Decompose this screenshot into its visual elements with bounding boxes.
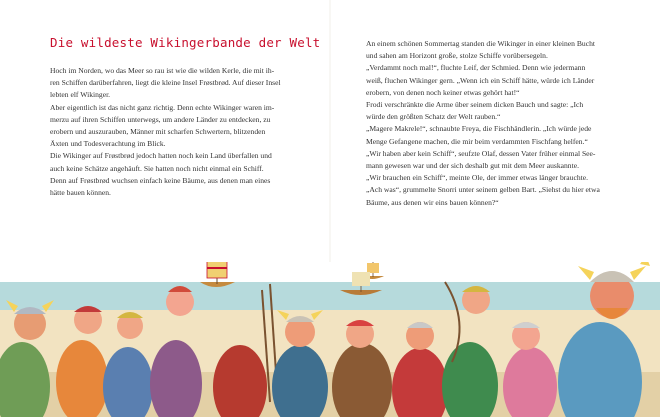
right-text-line: „Wir brauchen ein Schiff“, meinte Ole, der immer etwas länger brauchte.: [366, 173, 588, 183]
left-text-line: merzu auf ihren Schiffen unterwegs, um andere Länder zu entdecken, zu: [50, 114, 271, 124]
right-text-line: An einem schönen Sommertag standen die Wikinger in einer kleinen Bucht: [366, 39, 595, 48]
right-text-line: „Ach was“, grummelte Snorri unter seinem gelben Bart. „Siehst du hier etwa: [366, 185, 600, 195]
right-text-line: Frodi verschränkte die Arme über seinem dicken Bauch und sagte: „Ich: [366, 100, 584, 110]
right-text-line: und sahen am Horizont große, stolze Schiffe vorübersegeln.: [366, 51, 548, 61]
right-text-line: würde den größten Schatz der Welt rauben.“: [366, 112, 501, 122]
right-text-line: Bäume, aus denen wir eins bauen können?“: [366, 197, 499, 207]
left-text-line: Aber eigentlich ist das nicht ganz richtig. Denn echte Wikinger waren im-: [50, 102, 275, 112]
left-text-line: Äxten und Todesverachtung im Blick.: [50, 139, 166, 149]
left-text-line: Denn auf Frøstbrød wuchsen einfach keine Bäume, aus denen man eines: [50, 175, 271, 185]
left-text-line: auch keine Schätze angehäuft. Sie hatten noch nicht einmal ein Schiff.: [50, 163, 264, 173]
right-text-line: mann gewesen war und der sich deshalb gut mit dem Meer auskannte.: [366, 161, 579, 171]
left-text-line: lebten elf Wikinger.: [50, 90, 111, 100]
right-text-line: „Magere Makrele!“, schnaubte Freya, die Fischhändlerin. „Ich würde jede: [366, 124, 592, 134]
left-text-line: erobern und auszurauben, Männer mit scharfen Schwertern, blitzenden: [50, 127, 266, 137]
left-text-line: hätte bauen können.: [50, 188, 111, 198]
left-text-line: Die Wikinger auf Frøstbrød jedoch hatten noch kein Land überfallen und: [50, 151, 272, 161]
chapter-title: Die wildeste Wikingerbande der Welt: [50, 35, 321, 50]
right-text-line: erobern, von denen noch keiner etwas gehört hat!“: [366, 87, 520, 97]
left-text-line: Hoch im Norden, wo das Meer so rau ist wie die wilden Kerle, die mit ih-: [50, 66, 275, 75]
right-text-line: „Wir haben aber kein Schiff“, seufzte Olaf, dessen Vater früher einmal See-: [366, 148, 596, 158]
left-text-line: ren Schiffen darüberfahren, liegt die kleine Insel Frøstbrød. Auf dieser Insel: [50, 78, 281, 88]
right-page-text: [366, 38, 628, 209]
right-text-line: Menge Gefangene machen, die mir beim verdammten Fischfang helfen.“: [366, 136, 588, 146]
viking-illustration: [0, 262, 660, 417]
left-page-text: [50, 65, 305, 199]
right-text-line: „Verdammt noch mal!“, fluchte Leif, der Schmied. Denn wie jedermann: [366, 63, 586, 73]
right-text-line: weiß, fluchen Wikinger gern. „Wenn ich ein Schiff hätte, würde ich Länder: [366, 75, 595, 85]
